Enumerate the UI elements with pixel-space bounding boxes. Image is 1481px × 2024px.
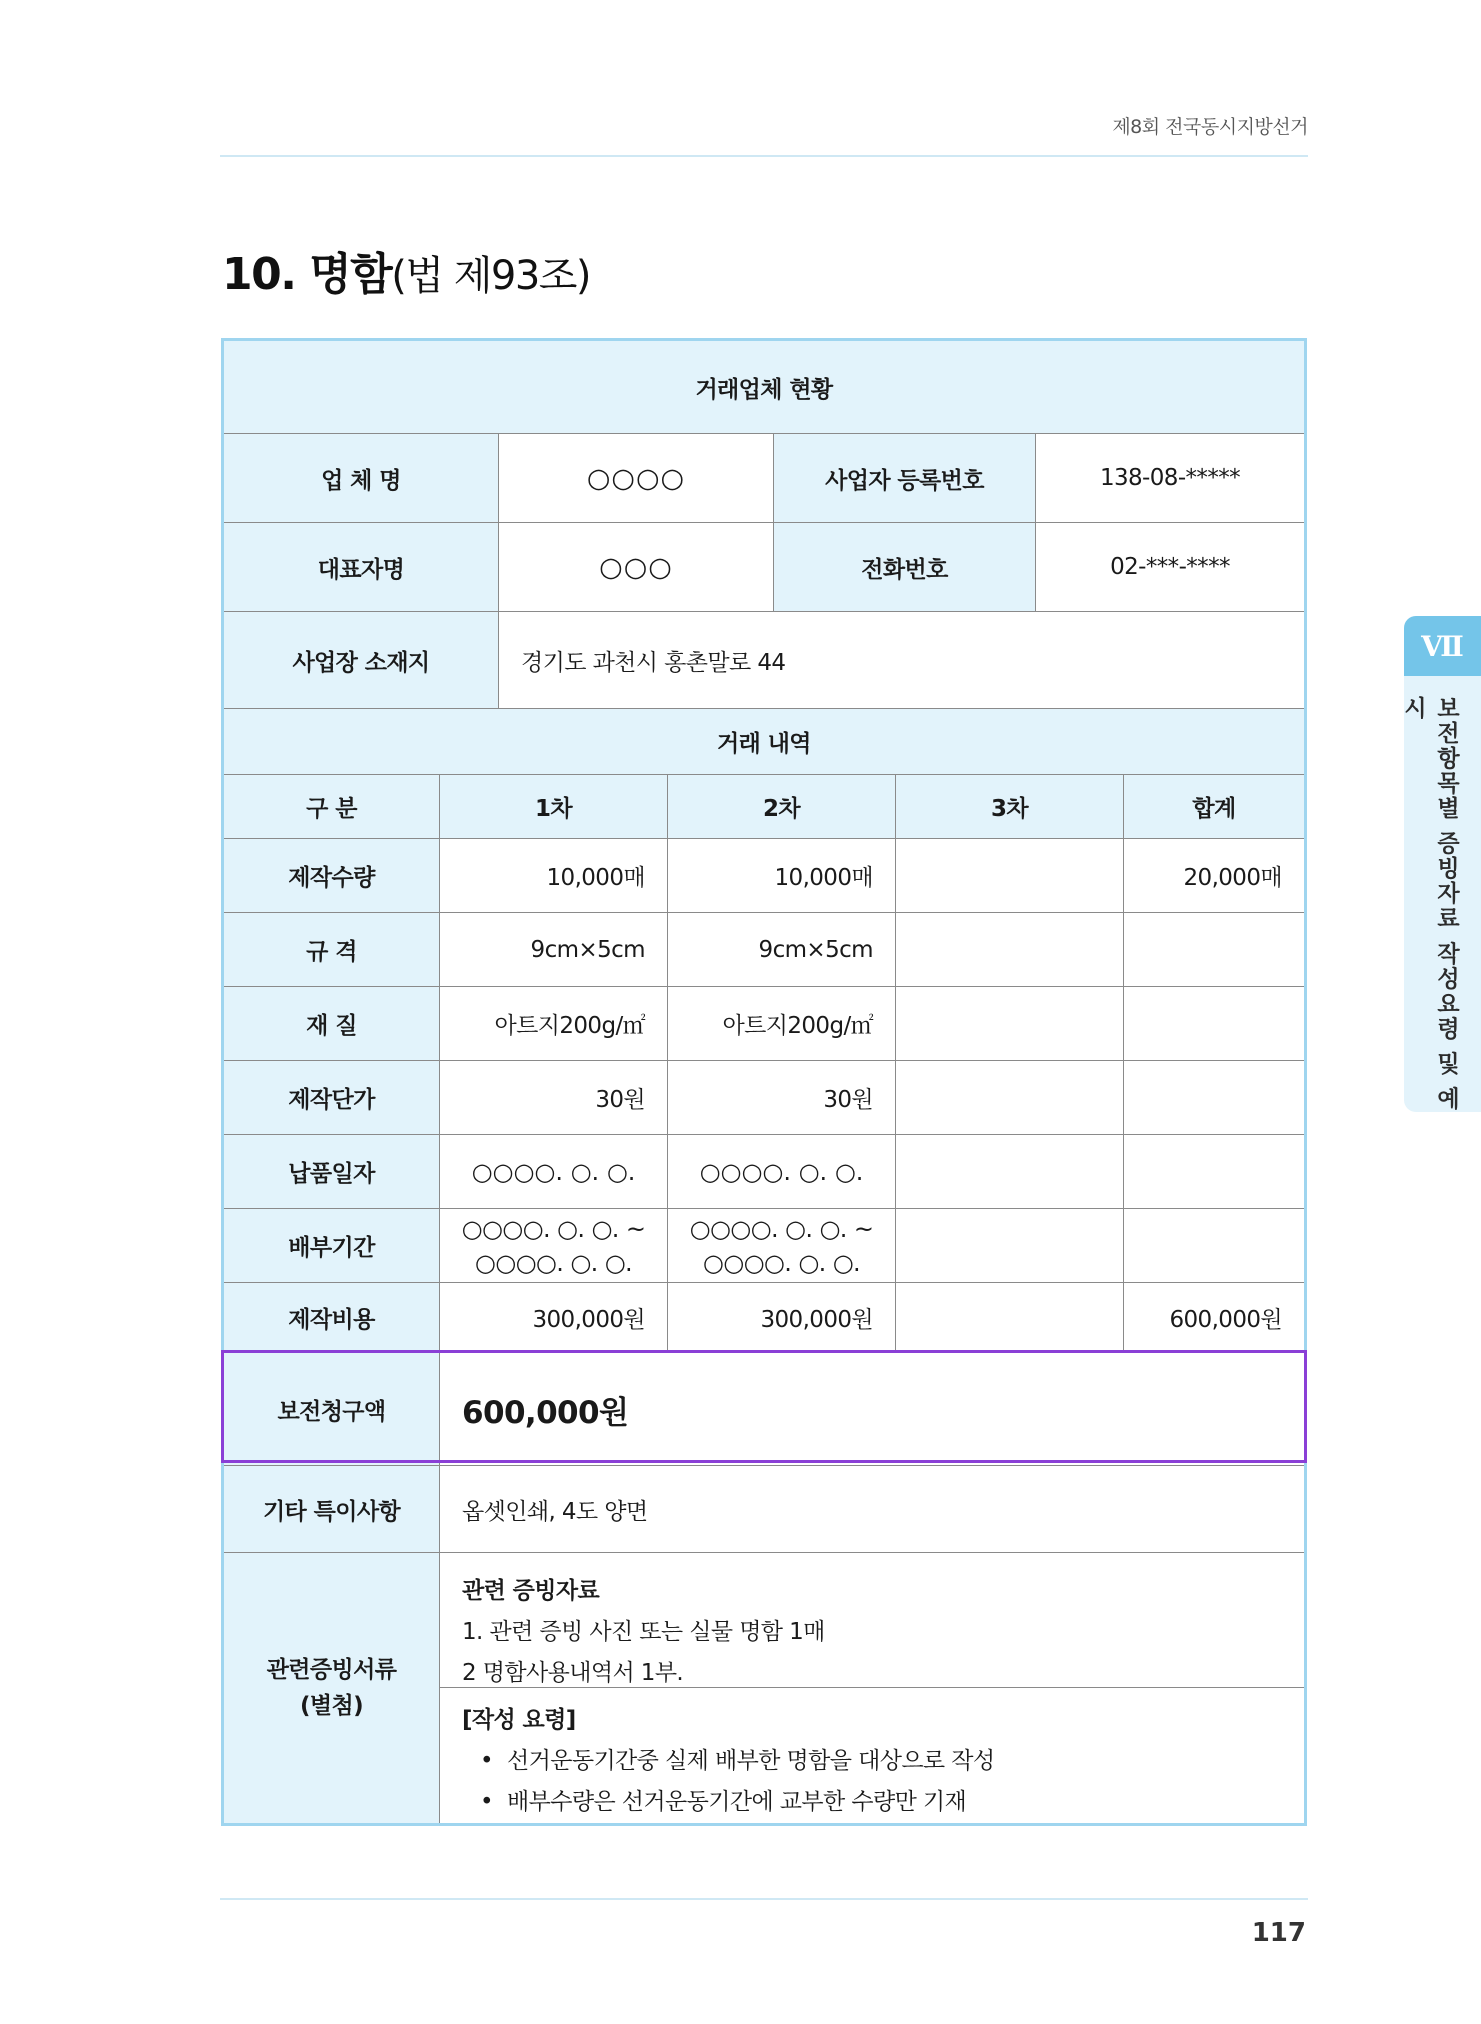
delivery-date-round-1: ○○○○. ○. ○.	[440, 1135, 668, 1209]
production-cost-total: 600,000원	[1124, 1283, 1304, 1353]
row-label-production-cost: 제작비용	[224, 1283, 440, 1353]
page-number: 117	[1251, 1918, 1306, 1948]
notes-value: 옵셋인쇄, 4도 양면	[440, 1466, 1304, 1553]
chapter-title: 보전항목별 증빙자료 작성요령 및 예시	[1400, 696, 1459, 1112]
unit-price-round-1: 30원	[440, 1061, 668, 1135]
table-row	[224, 839, 1304, 913]
row-label-distribution-period: 배부기간	[224, 1209, 440, 1283]
table-row	[224, 913, 1304, 987]
distribution-period-total	[1124, 1209, 1304, 1283]
evidence-label-line1: 관련증빙서류	[266, 1657, 397, 1683]
delivery-date-round-2: ○○○○. ○. ○.	[668, 1135, 896, 1209]
writing-guide-bullet-1: • 선거운동기간중 실제 배부한 명함을 대상으로 작성	[480, 1741, 1304, 1782]
column-header-total: 합계	[1124, 775, 1304, 839]
distribution-end-round-1: ○○○○. ○. ○.	[474, 1248, 633, 1277]
material-round-1: 아트지200g/㎡	[440, 987, 668, 1061]
unit-price-round-2: 30원	[668, 1061, 896, 1135]
notes-row	[224, 1466, 1304, 1553]
vendor-name-value: ○○○○	[499, 434, 774, 523]
page-title-main: 10. 명함	[222, 249, 392, 300]
transactions-section-title: 거래 내역	[224, 709, 1304, 775]
table-row	[224, 1135, 1304, 1209]
vendor-phone-label: 전화번호	[774, 523, 1036, 612]
evidence-label-line2: (별첨)	[299, 1693, 364, 1719]
production-cost-round-3	[896, 1283, 1124, 1353]
footer-divider	[220, 1898, 1308, 1900]
evidence-item-2: 2 명함사용내역서 1부.	[462, 1660, 684, 1686]
vendor-address-label: 사업장 소재지	[224, 612, 499, 709]
size-round-3	[896, 913, 1124, 987]
transactions-column-header-row	[224, 775, 1304, 839]
size-round-1: 9cm×5cm	[440, 913, 668, 987]
table-row	[224, 1061, 1304, 1135]
unit-price-round-3	[896, 1061, 1124, 1135]
vendor-regno-label: 사업자 등록번호	[774, 434, 1036, 523]
writing-guide-heading: [작성 요령]	[462, 1707, 576, 1733]
vendor-phone-value: 02-***-****	[1036, 523, 1304, 612]
delivery-date-total	[1124, 1135, 1304, 1209]
row-label-size: 규 격	[224, 913, 440, 987]
table-row	[224, 1283, 1304, 1353]
distribution-period-round-2	[668, 1209, 896, 1283]
production-cost-round-2: 300,000원	[668, 1283, 896, 1353]
writing-guide-bullet-2: • 배부수량은 선거운동기간에 교부한 수량만 기재	[480, 1782, 1304, 1823]
evidence-heading: 관련 증빙자료	[462, 1578, 600, 1604]
quantity-total: 20,000매	[1124, 839, 1304, 913]
unit-price-total	[1124, 1061, 1304, 1135]
table-row	[224, 987, 1304, 1061]
running-header: 제8회 전국동시지방선거	[1112, 116, 1308, 138]
distribution-period-round-3	[896, 1209, 1124, 1283]
distribution-end-round-2: ○○○○. ○. ○.	[702, 1248, 861, 1277]
vendor-section-title: 거래업체 현황	[224, 341, 1304, 434]
table-row	[224, 1209, 1304, 1283]
column-header-round-2: 2차	[668, 775, 896, 839]
row-label-unit-price: 제작단가	[224, 1061, 440, 1135]
writing-guide	[440, 1688, 1304, 1823]
row-label-quantity: 제작수량	[224, 839, 440, 913]
material-round-2: 아트지200g/㎡	[668, 987, 896, 1061]
claim-amount: 600,000원	[440, 1353, 1304, 1466]
writing-guide-list	[462, 1741, 1304, 1823]
evidence-list	[440, 1553, 1304, 1688]
quantity-round-1: 10,000매	[440, 839, 668, 913]
chapter-number: Ⅶ	[1404, 616, 1481, 676]
claim-label: 보전청구액	[224, 1353, 440, 1466]
chapter-side-tab	[1400, 616, 1481, 1112]
column-header-round-1: 1차	[440, 775, 668, 839]
distribution-start-round-1: ○○○○. ○. ○. ~	[461, 1214, 646, 1243]
delivery-date-round-3	[896, 1135, 1124, 1209]
quantity-round-3	[896, 839, 1124, 913]
claim-row	[224, 1353, 1304, 1466]
evidence-row	[224, 1553, 1304, 1823]
material-round-3	[896, 987, 1124, 1061]
vendor-row-name	[224, 434, 1304, 523]
notes-label: 기타 특이사항	[224, 1466, 440, 1553]
row-label-delivery-date: 납품일자	[224, 1135, 440, 1209]
quantity-round-2: 10,000매	[668, 839, 896, 913]
page-title	[222, 238, 590, 302]
evidence-item-1: 1. 관련 증빙 사진 또는 실물 명함 1매	[462, 1619, 825, 1645]
receipt-form-table	[221, 338, 1307, 1826]
distribution-period-round-1	[440, 1209, 668, 1283]
vendor-rep-value: ○○○	[499, 523, 774, 612]
page-title-law-ref: (법 제93조)	[391, 253, 591, 299]
vendor-rep-label: 대표자명	[224, 523, 499, 612]
vendor-address-value: 경기도 과천시 홍촌말로 44	[499, 612, 1304, 709]
evidence-content	[440, 1553, 1304, 1823]
size-total	[1124, 913, 1304, 987]
vendor-name-label: 업 체 명	[224, 434, 499, 523]
column-header-category: 구 분	[224, 775, 440, 839]
row-label-material: 재 질	[224, 987, 440, 1061]
distribution-start-round-2: ○○○○. ○. ○. ~	[689, 1214, 874, 1243]
vendor-row-address	[224, 612, 1304, 709]
vendor-section-header-row	[224, 341, 1304, 434]
column-header-round-3: 3차	[896, 775, 1124, 839]
transactions-section-header-row	[224, 709, 1304, 775]
production-cost-round-1: 300,000원	[440, 1283, 668, 1353]
vendor-row-rep	[224, 523, 1304, 612]
header-divider	[220, 155, 1308, 157]
material-total	[1124, 987, 1304, 1061]
vendor-regno-value: 138-08-*****	[1036, 434, 1304, 523]
evidence-label	[224, 1553, 440, 1823]
size-round-2: 9cm×5cm	[668, 913, 896, 987]
